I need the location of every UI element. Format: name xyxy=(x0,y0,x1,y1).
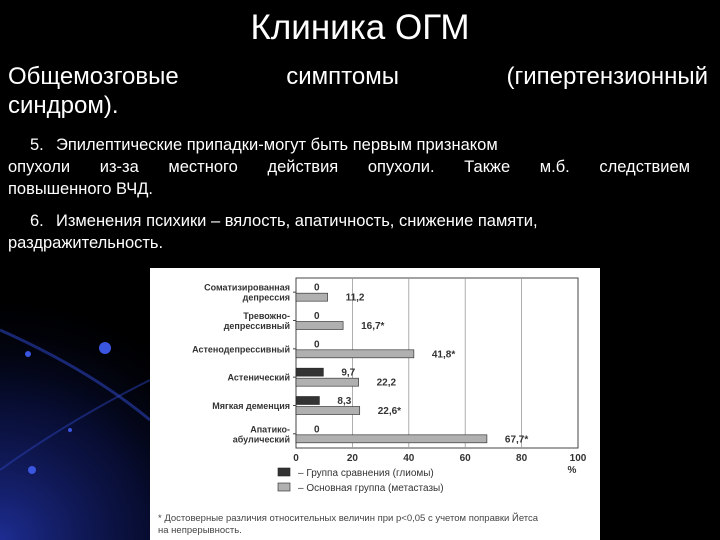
legend-label: – Основная группа (метастазы) xyxy=(298,483,444,494)
paragraph-5-line-1 xyxy=(8,134,690,156)
bar xyxy=(296,435,487,443)
chart-footnote-line-2: на непрерывность. xyxy=(158,525,242,536)
x-tick-label: 100 xyxy=(569,453,587,464)
paragraph-6-text-1: Изменения психики – вялость, апатичность, снижение памяти, xyxy=(56,212,538,230)
legend-swatch xyxy=(278,468,290,476)
data-label: 67,7* xyxy=(504,434,529,446)
paragraph-6-number: 6. xyxy=(30,212,44,230)
data-label: 0 xyxy=(314,282,320,294)
chart-footnote-line-1: * Достоверные различия относительных величин при р<0,05 с учетом поправки Йетса xyxy=(158,513,539,524)
paragraph-6 xyxy=(8,210,690,254)
data-label: 41,8* xyxy=(431,349,456,361)
x-tick-label: 0 xyxy=(293,453,299,464)
subtitle-line-1 xyxy=(8,62,708,92)
bar xyxy=(296,378,359,386)
x-tick-label: 80 xyxy=(516,453,528,464)
bar xyxy=(296,397,319,405)
data-label: 0 xyxy=(314,339,320,351)
plot-area xyxy=(296,278,578,448)
legend-swatch xyxy=(278,483,290,491)
data-label: 9,7 xyxy=(341,367,356,379)
category-label: Тревожно- xyxy=(243,311,290,321)
data-label: 22,6* xyxy=(377,406,402,417)
bar xyxy=(296,322,343,330)
chart-panel xyxy=(150,268,600,540)
bar-chart xyxy=(150,268,600,540)
category-label: депрессия xyxy=(242,292,290,303)
category-label: абулический xyxy=(232,434,290,445)
data-label: 22,2 xyxy=(376,377,397,389)
subtitle-word-2: симптомы xyxy=(286,63,399,90)
data-label: 0 xyxy=(314,311,320,322)
bar xyxy=(296,350,414,358)
paragraph-6-line-2: раздражительность. xyxy=(8,234,164,252)
category-label: Соматизированная xyxy=(204,282,290,293)
category-label: депрессивный xyxy=(223,321,290,331)
paragraph-5-number: 5. xyxy=(30,136,44,154)
bar xyxy=(296,407,360,415)
paragraph-5 xyxy=(8,134,690,200)
paragraph-6-line-1 xyxy=(8,210,690,232)
paragraph-5-line-3: повышенного ВЧД. xyxy=(8,180,153,198)
subtitle-word-3: (гипертензионный xyxy=(506,63,709,90)
legend-label: – Группа сравнения (глиомы) xyxy=(298,468,434,479)
x-tick-label: 60 xyxy=(459,453,471,464)
x-unit-label: % xyxy=(567,465,577,476)
x-tick-label: 40 xyxy=(403,453,415,464)
category-label: Астенодепрессивный xyxy=(192,344,290,355)
paragraph-5-text-1: Эпилептические припадки-могут быть первым признаком xyxy=(56,136,498,154)
subtitle-line-2: синдром). xyxy=(8,92,119,119)
subtitle-word-1: Общемозговые xyxy=(8,63,179,90)
x-tick-label: 20 xyxy=(346,453,358,464)
data-label: 0 xyxy=(314,424,320,436)
category-label: Мягкая деменция xyxy=(212,401,290,411)
slide-title: Клиника ОГМ xyxy=(250,8,470,47)
paragraph-5-line-2: опухоли из-за местного действия опухоли. Также м.б. следствием xyxy=(8,158,690,176)
bar xyxy=(296,293,328,301)
data-label: 11,2 xyxy=(345,292,365,304)
category-label: Апатико- xyxy=(250,424,290,435)
data-label: 16,7* xyxy=(361,321,385,332)
data-label: 8,3 xyxy=(337,396,352,407)
bar xyxy=(296,368,323,376)
category-label: Астенический xyxy=(227,372,290,383)
